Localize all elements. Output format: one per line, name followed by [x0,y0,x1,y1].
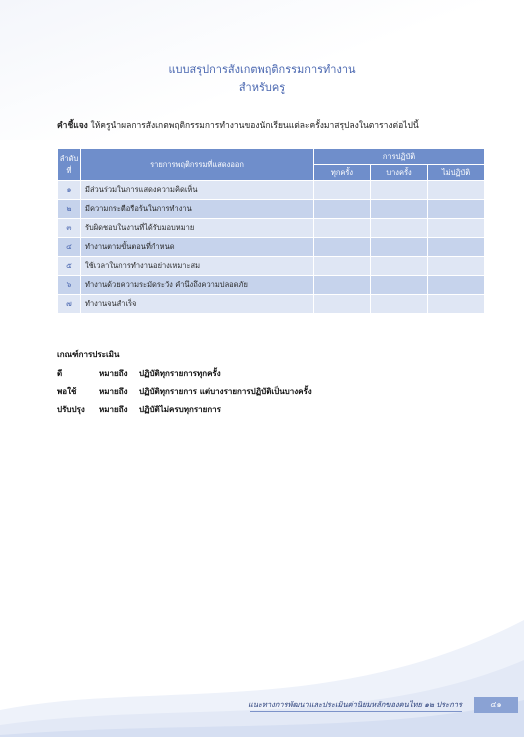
criteria-desc: ปฏิบัติทุกรายการ แต่บางรายการปฏิบัติเป็นบางครั้ง [139,387,312,396]
footer-text: แนะทางการพัฒนาและประเมินค่านิยมหลักของคนไทย ๑๒ ประการ [248,700,462,709]
criteria-level: ปรับปรุง [57,405,85,414]
row-item: มีส่วนร่วมในการแสดงความคิดเห็น [81,181,314,200]
cell-never[interactable] [428,200,485,219]
row-number: ๕ [58,257,81,276]
criteria-row [57,367,312,380]
header-no: ลำดับที่ [58,149,81,181]
cell-sometimes[interactable] [371,238,428,257]
table-row [58,200,485,219]
row-number: ๗ [58,295,81,314]
header-practice: การปฏิบัติ [314,149,485,165]
cell-never[interactable] [428,295,485,314]
criteria-heading: เกณฑ์การประเมิน [57,350,120,359]
cell-never[interactable] [428,219,485,238]
row-number: ๒ [58,200,81,219]
criteria-level: ดี [57,369,63,378]
header-sometimes: บางครั้ง [371,165,428,181]
cell-sometimes[interactable] [371,200,428,219]
cell-always[interactable] [314,238,371,257]
header-never: ไม่ปฏิบัติ [428,165,485,181]
page-footer [250,697,524,713]
table-row [58,295,485,314]
cell-always[interactable] [314,219,371,238]
cell-never[interactable] [428,181,485,200]
cell-never[interactable] [428,257,485,276]
row-number: ๔ [58,238,81,257]
criteria-desc: ปฏิบัติไม่ครบทุกรายการ [139,405,221,414]
instruction-text: ให้ครูนำผลการสังเกตพฤติกรรมการทำงานของนักเรียนแต่ละครั้งมาสรุปลงในตารางต่อไปนี้ [87,121,419,131]
table-row [58,276,485,295]
cell-always[interactable] [314,181,371,200]
header-behavior: รายการพฤติกรรมที่แสดงออก [81,149,314,181]
criteria-level: พอใช้ [57,387,77,396]
criteria-means: หมายถึง [99,369,128,378]
header-always: ทุกครั้ง [314,165,371,181]
footer-divider [250,711,462,712]
row-item: ใช้เวลาในการทำงานอย่างเหมาะสม [81,257,314,276]
instruction-label: คำชี้แจง [57,121,88,131]
page-number: ๔๑ [474,697,518,713]
row-number: ๖ [58,276,81,295]
observation-summary-table [57,148,485,314]
cell-sometimes[interactable] [371,295,428,314]
evaluation-criteria [57,348,312,421]
cell-always[interactable] [314,276,371,295]
cell-always[interactable] [314,257,371,276]
row-item: รับผิดชอบในงานที่ได้รับมอบหมาย [81,219,314,238]
cell-always[interactable] [314,295,371,314]
criteria-means: หมายถึง [99,405,128,414]
criteria-row [57,403,312,416]
criteria-row [57,385,312,398]
cell-never[interactable] [428,276,485,295]
row-item: ทำงานจนสำเร็จ [81,295,314,314]
row-item: ทำงานตามขั้นตอนที่กำหนด [81,238,314,257]
page-title: แบบสรุปการสังเกตพฤติกรรมการทำงาน [168,63,356,76]
table-row [58,257,485,276]
criteria-means: หมายถึง [99,387,128,396]
table-row [58,238,485,257]
page-subtitle: สำหรับครู [238,81,286,94]
row-number: ๑ [58,181,81,200]
table-row [58,181,485,200]
instruction [57,118,497,132]
cell-sometimes[interactable] [371,219,428,238]
cell-sometimes[interactable] [371,276,428,295]
cell-sometimes[interactable] [371,257,428,276]
cell-sometimes[interactable] [371,181,428,200]
row-number: ๓ [58,219,81,238]
cell-always[interactable] [314,200,371,219]
row-item: มีความกระตือรือร้นในการทำงาน [81,200,314,219]
table-row [58,219,485,238]
criteria-desc: ปฏิบัติทุกรายการทุกครั้ง [139,369,221,378]
row-item: ทำงานด้วยความระมัดระวัง คำนึงถึงความปลอดภัย [81,276,314,295]
cell-never[interactable] [428,238,485,257]
